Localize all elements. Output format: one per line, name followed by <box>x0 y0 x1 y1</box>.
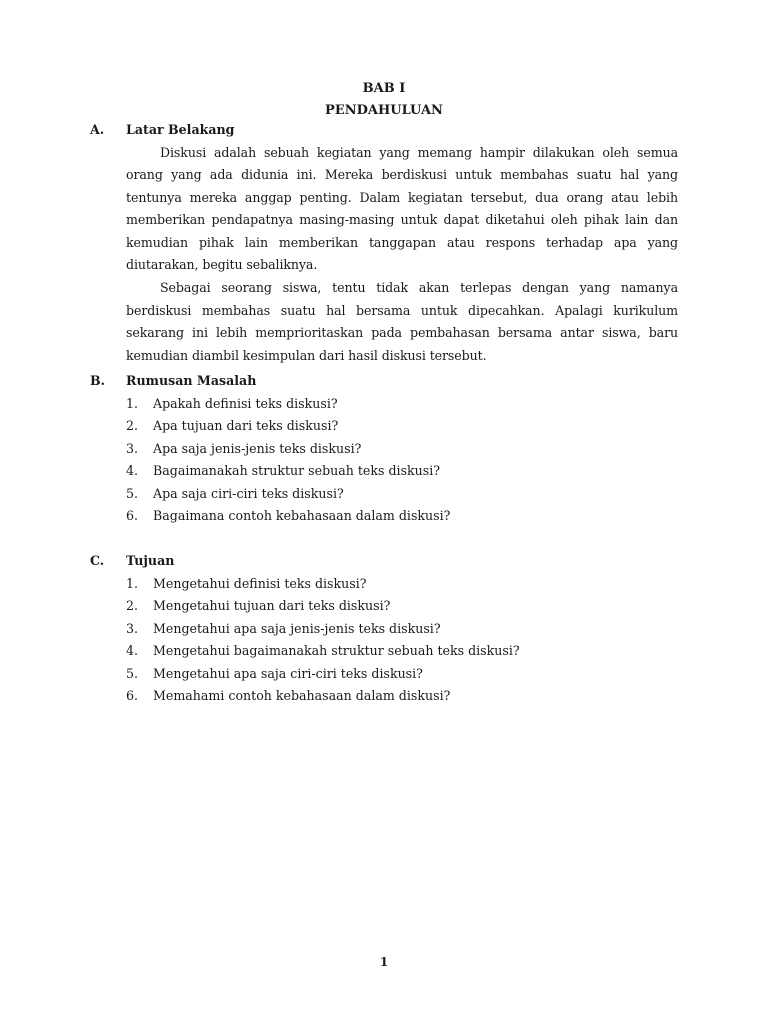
list-item <box>126 483 678 506</box>
list-item <box>126 640 678 663</box>
list-number: 4. <box>126 463 139 479</box>
list-item <box>126 438 678 461</box>
list-text: Apakah definisi teks diskusi? <box>153 395 338 411</box>
section-letter: C. <box>90 553 105 568</box>
section-latar-belakang <box>90 119 678 367</box>
list-number: 5. <box>126 665 139 681</box>
section-letter: A. <box>90 122 105 137</box>
list-number: 6. <box>126 508 139 524</box>
list-text: Apa saja jenis-jenis teks diskusi? <box>153 440 362 456</box>
section-title: Tujuan <box>126 553 175 568</box>
section-heading <box>90 119 678 142</box>
list-item <box>126 505 678 528</box>
list-text: Memahami contoh kebahasaan dalam diskusi? <box>153 688 451 704</box>
chapter-title: PENDAHULUAN <box>325 103 443 118</box>
section-title: Latar Belakang <box>126 122 235 137</box>
list-number: 3. <box>126 440 139 456</box>
list-text: Mengetahui apa saja jenis-jenis teks diskusi? <box>153 620 441 636</box>
list-text: Bagaimanakah struktur sebuah teks diskusi? <box>153 463 441 479</box>
list-number: 1. <box>126 395 139 411</box>
objective-list <box>126 573 678 709</box>
section-heading <box>90 550 678 573</box>
list-number: 6. <box>126 688 139 704</box>
list-number: 5. <box>126 485 139 501</box>
page-number: 1 <box>379 955 389 969</box>
list-item <box>126 573 678 596</box>
list-text: Bagaimana contoh kebahasaan dalam diskusi? <box>153 508 451 524</box>
list-text: Mengetahui apa saja ciri-ciri teks diskusi? <box>153 665 423 681</box>
paragraph: Sebagai seorang siswa, tentu tidak akan terlepas dengan yang namanya berdiskusi membahas suatu hal bersama untuk dipecahkan. Apalagi kurikulum sekarang ini lebih memprioritaskan pada pembahasan bersama antar siswa, baru kemudian diambil kesimpulan dari hasil diskusi tersebut. <box>126 280 678 363</box>
list-number: 2. <box>126 598 139 614</box>
paragraph: Diskusi adalah sebuah kegiatan yang memang hampir dilakukan oleh semua orang yang ada didunia ini. Mereka berdiskusi untuk membahas suatu hal yang tentunya mereka anggap penting. Dalam kegiatan tersebut, dua orang atau lebih memberikan pendapatnya masing-masing untuk dapat diketahui oleh pihak lain dan kemudian pihak lain memberikan tanggapan atau respons terhadap apa yang diutarakan, begitu sebaliknya. <box>126 144 678 273</box>
section-title: Rumusan Masalah <box>126 373 257 388</box>
list-item <box>126 595 678 618</box>
section-rumusan-masalah <box>90 370 678 528</box>
list-number: 3. <box>126 620 139 636</box>
list-text: Apa saja ciri-ciri teks diskusi? <box>153 485 344 501</box>
list-item <box>126 393 678 416</box>
list-number: 2. <box>126 418 139 434</box>
list-item <box>126 415 678 438</box>
section-letter: B. <box>90 373 106 388</box>
list-item <box>126 618 678 641</box>
list-text: Mengetahui bagaimanakah struktur sebuah teks diskusi? <box>153 643 520 659</box>
list-item <box>126 663 678 686</box>
list-text: Mengetahui tujuan dari teks diskusi? <box>153 598 391 614</box>
chapter-label: BAB I <box>362 81 406 96</box>
section-tujuan <box>90 550 678 708</box>
list-item <box>126 685 678 708</box>
section-heading <box>90 370 678 393</box>
list-item <box>126 460 678 483</box>
problem-list <box>126 393 678 529</box>
chapter-title-block <box>0 78 768 122</box>
list-text: Apa tujuan dari teks diskusi? <box>153 418 339 434</box>
list-number: 1. <box>126 575 139 591</box>
list-number: 4. <box>126 643 139 659</box>
list-text: Mengetahui definisi teks diskusi? <box>153 575 367 591</box>
